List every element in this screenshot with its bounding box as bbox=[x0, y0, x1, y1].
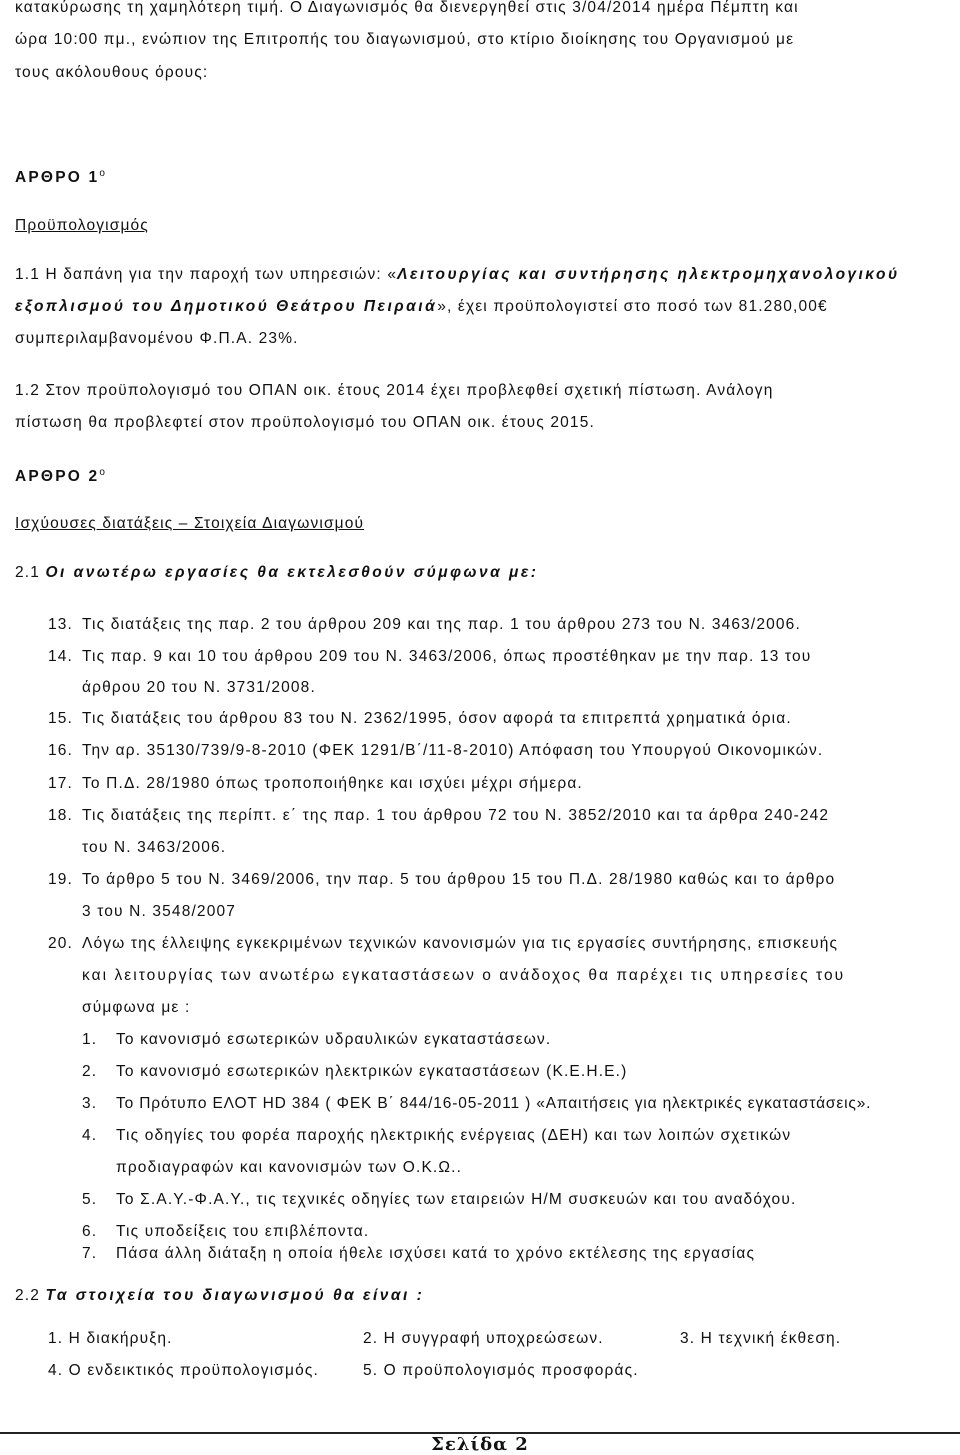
item-number: 14. bbox=[48, 648, 73, 665]
section-2-2-title: 2.2 Τα στοιχεία του διαγωνισμού θα είναι : bbox=[15, 1287, 425, 1304]
item-text: 3 του Ν. 3548/2007 bbox=[82, 903, 237, 920]
tender-element: 1. Η διακήρυξη. bbox=[48, 1330, 173, 1347]
subitem-text: προδιαγραφών και κανονισμών των Ο.Κ.Ω.. bbox=[116, 1159, 463, 1176]
article-1-subtitle: Προϋπολογισμός bbox=[15, 217, 149, 234]
subitem-text: Το κανονισμό εσωτερικών υδραυλικών εγκαταστάσεων. bbox=[116, 1031, 552, 1048]
item-text: του Ν. 3463/2006. bbox=[82, 839, 227, 856]
article-1-paragraph-2-line-1: 1.2 Στον προϋπολογισμό του ΟΠΑΝ οικ. έτους 2014 έχει προβλεφθεί σχετική πίστωση. Ανάλογη bbox=[15, 382, 774, 399]
item-number: 19. bbox=[48, 871, 73, 888]
item-text: σύμφωνα με : bbox=[82, 999, 191, 1016]
tender-element: 2. Η συγγραφή υποχρεώσεων. bbox=[363, 1330, 604, 1347]
article-1-paragraph-1-line-1: 1.1 Η δαπάνη για την παροχή των υπηρεσιών: «Λειτουργίας και συντήρησης ηλεκτρομηχανολογικού bbox=[15, 266, 900, 283]
item-text: Την αρ. 35130/739/9-8-2010 (ΦΕΚ 1291/Β΄/11-8-2010) Απόφαση του Υπουργού Οικονομικών. bbox=[82, 742, 824, 759]
intro-line-3: τους ακόλουθους όρους: bbox=[15, 64, 209, 81]
subitem-number: 7. bbox=[82, 1245, 98, 1262]
item-text: Τις διατάξεις της παρ. 2 του άρθρου 209 και της παρ. 1 του άρθρου 273 του Ν. 3463/2006. bbox=[82, 616, 801, 633]
subitem-text: Τις οδηγίες του φορέα παροχής ηλεκτρικής ενέργειας (ΔΕΗ) και των λοιπών σχετικών bbox=[116, 1127, 792, 1144]
subitem-number: 4. bbox=[82, 1127, 98, 1144]
tender-element: 3. Η τεχνική έκθεση. bbox=[680, 1330, 842, 1347]
item-text: άρθρου 20 του Ν. 3731/2008. bbox=[82, 679, 316, 696]
intro-line-2: ώρα 10:00 πμ., ενώπιον της Επιτροπής του διαγωνισμού, στο κτίριο διοίκησης του Οργανισμού με bbox=[15, 31, 795, 48]
subitem-number: 2. bbox=[82, 1063, 98, 1080]
item-text: Το Π.Δ. 28/1980 όπως τροποποιήθηκε και ισχύει μέχρι σήμερα. bbox=[82, 775, 583, 792]
item-text: Τις διατάξεις της περίπτ. ε΄ της παρ. 1 του άρθρου 72 του Ν. 3852/2010 και τα άρθρα 240-242 bbox=[82, 807, 830, 824]
subitem-number: 1. bbox=[82, 1031, 98, 1048]
article-1-paragraph-2-line-2: πίστωση θα προβλεφτεί στον προϋπολογισμό του ΟΠΑΝ οικ. έτους 2015. bbox=[15, 414, 595, 431]
item-number: 13. bbox=[48, 616, 73, 633]
item-number: 16. bbox=[48, 742, 73, 759]
subitem-number: 5. bbox=[82, 1191, 98, 1208]
article-1-paragraph-1-line-3: συμπεριλαμβανομένου Φ.Π.Α. 23%. bbox=[15, 330, 299, 347]
item-number: 18. bbox=[48, 807, 73, 824]
section-2-1-title: 2.1 Οι ανωτέρω εργασίες θα εκτελεσθούν σύμφωνα με: bbox=[15, 564, 539, 581]
tender-element: 5. Ο προϋπολογισμός προσφοράς. bbox=[363, 1362, 639, 1379]
item-text: και λειτουργίας των ανωτέρω εγκαταστάσεων ο ανάδοχος θα παρέχει τις υπηρεσίες του bbox=[82, 967, 846, 984]
item-text: Λόγω της έλλειψης εγκεκριμένων τεχνικών κανονισμών για τις εργασίες συντήρησης, επισκευής bbox=[82, 935, 839, 952]
subitem-text: Το κανονισμό εσωτερικών ηλεκτρικών εγκαταστάσεων (Κ.Ε.Η.Ε.) bbox=[116, 1063, 628, 1080]
item-number: 20. bbox=[48, 935, 73, 952]
article-2-heading: ΑΡΘΡΟ $2^o$ bbox=[15, 467, 108, 486]
item-text: Τις παρ. 9 και 10 του άρθρου 209 του Ν. 3463/2006, όπως προστέθηκαν με την παρ. 13 του bbox=[82, 648, 812, 665]
subitem-text: Τις υποδείξεις του επιβλέποντα. bbox=[116, 1223, 370, 1240]
article-2-subtitle: Ισχύουσες διατάξεις – Στοιχεία Διαγωνισμού bbox=[15, 515, 365, 532]
item-text: Το άρθρο 5 του Ν. 3469/2006, την παρ. 5 του άρθρου 15 του Π.Δ. 28/1980 καθώς και το άρθρο bbox=[82, 871, 836, 888]
subitem-number: 6. bbox=[82, 1223, 98, 1240]
subitem-text: Το Πρότυπο ΕΛΟΤ HD 384 ( ΦΕΚ Β΄ 844/16-05-2011 ) «Απαιτήσεις για ηλεκτρικές εγκαταστάσεις». bbox=[116, 1095, 872, 1112]
item-number: 15. bbox=[48, 710, 73, 727]
item-text: Τις διατάξεις του άρθρου 83 του Ν. 2362/1995, όσον αφορά τα επιτρεπτά χρηματικά όρια. bbox=[82, 710, 792, 727]
article-1-paragraph-1-line-2: εξοπλισμού του Δημοτικού Θεάτρου Πειραιά», έχει προϋπολογιστεί στο ποσό των 81.280,00€ bbox=[15, 298, 828, 315]
intro-line-1: κατακύρωσης τη χαμηλότερη τιμή. Ο Διαγωνισμός θα διενεργηθεί στις 3/04/2014 ημέρα Πέμπτη και bbox=[15, 0, 799, 16]
page-number: Σελίδα 2 bbox=[431, 1434, 529, 1455]
subitem-text: Το Σ.Α.Υ.-Φ.Α.Υ., τις τεχνικές οδηγίες των εταιρειών Η/Μ συσκευών και του αναδόχου. bbox=[116, 1191, 797, 1208]
article-1-heading: ΑΡΘΡΟ $1^o$ bbox=[15, 168, 108, 187]
tender-element: 4. Ο ενδεικτικός προϋπολογισμός. bbox=[48, 1362, 319, 1379]
subitem-number: 3. bbox=[82, 1095, 98, 1112]
item-number: 17. bbox=[48, 775, 73, 792]
subitem-text: Πάσα άλλη διάταξη η οποία ήθελε ισχύσει κατά το χρόνο εκτέλεσης της εργασίας bbox=[116, 1245, 756, 1262]
